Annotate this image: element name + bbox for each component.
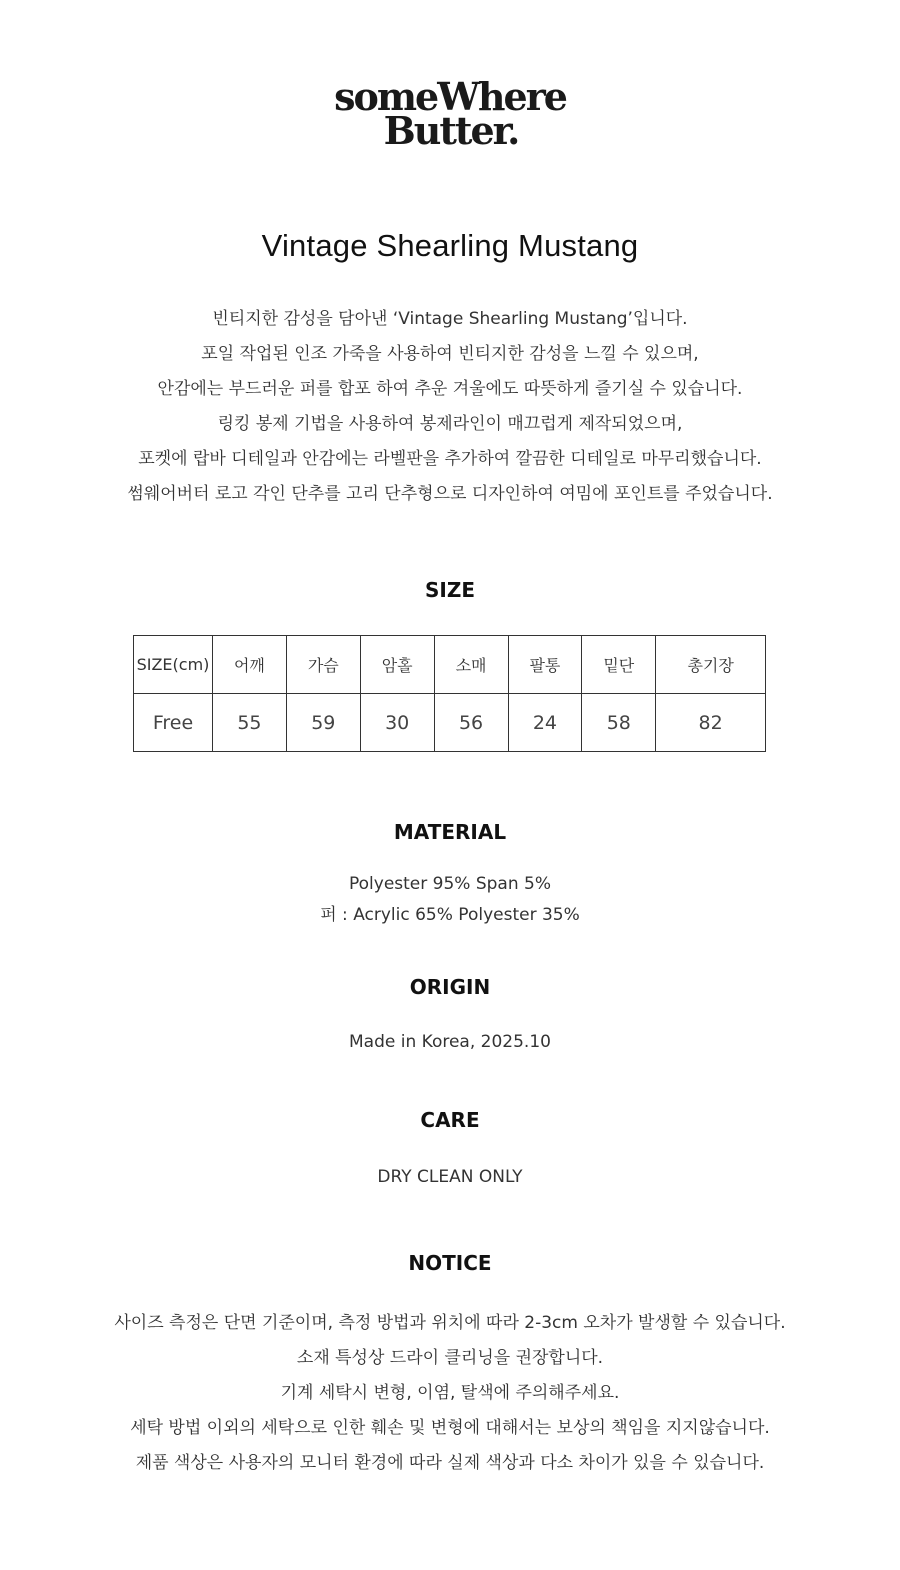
material-section-title: MATERIAL	[393, 820, 507, 844]
material-info	[0, 869, 900, 931]
size-table	[133, 635, 766, 752]
size-table-header-cell: 소매	[434, 636, 508, 694]
brand-logo-line2: Butter.	[383, 108, 519, 153]
size-table-cell: 59	[286, 694, 360, 752]
origin-section-title: ORIGIN	[409, 975, 491, 999]
size-table-cell: 55	[213, 694, 287, 752]
size-table-header-cell: 가슴	[286, 636, 360, 694]
care-section-title: CARE	[420, 1108, 480, 1132]
size-table-header-cell: 어깨	[213, 636, 287, 694]
size-table-cell: 56	[434, 694, 508, 752]
notice-line: 세탁 방법 이외의 세탁으로 인한 훼손 및 변형에 대해서는 보상의 책임을 지지않습니다.	[130, 1418, 770, 1438]
description-line: 빈티지한 감성을 담아낸 ‘Vintage Shearling Mustang’입니다.	[212, 309, 688, 329]
size-table-cell: 24	[508, 694, 582, 752]
notice-line: 기계 세탁시 변형, 이염, 탈색에 주의해주세요.	[280, 1383, 620, 1403]
size-table-header-cell: 팔통	[508, 636, 582, 694]
size-table-cell: 82	[656, 694, 766, 752]
size-section-title: SIZE	[424, 578, 475, 602]
notice-line: 사이즈 측정은 단면 기준이며, 측정 방법과 위치에 따라 2-3cm 오차가 발생할 수 있습니다.	[114, 1313, 786, 1333]
product-title: Vintage Shearling Mustang	[261, 228, 639, 263]
size-table-row	[134, 694, 766, 752]
description-line: 안감에는 부드러운 퍼를 합포 하여 추운 겨울에도 따뜻하게 즐기실 수 있습니다.	[157, 379, 743, 399]
size-table-header-cell: 총기장	[656, 636, 766, 694]
brand-logo	[0, 74, 900, 153]
care-text: DRY CLEAN ONLY	[377, 1167, 523, 1187]
notice-line: 제품 색상은 사용자의 모니터 환경에 따라 실제 색상과 다소 차이가 있을 수 있습니다.	[135, 1453, 765, 1473]
product-description	[0, 302, 900, 512]
description-line: 포일 작업된 인조 가죽을 사용하여 빈티지한 감성을 느낄 수 있으며,	[201, 344, 699, 364]
material-line: Polyester 95% Span 5%	[349, 874, 551, 894]
notice-list	[0, 1306, 900, 1481]
description-line: 포켓에 랍바 디테일과 안감에는 라벨판을 추가하여 깔끔한 디테일로 마무리했습니다.	[138, 449, 762, 469]
size-table-cell: 30	[360, 694, 434, 752]
description-line: 링킹 봉제 기법을 사용하여 봉제라인이 매끄럽게 제작되었으며,	[217, 414, 683, 434]
material-line: 퍼 : Acrylic 65% Polyester 35%	[320, 905, 580, 925]
size-table-header-cell: 밑단	[582, 636, 656, 694]
size-table-cell: 58	[582, 694, 656, 752]
notice-section-title: NOTICE	[408, 1251, 492, 1275]
size-table-header-cell: SIZE(cm)	[134, 636, 213, 694]
notice-line: 소재 특성상 드라이 클리닝을 권장합니다.	[296, 1348, 604, 1368]
size-table-header-row	[134, 636, 766, 694]
brand-logo-line1: someWhere	[334, 74, 566, 119]
description-line: 썸웨어버터 로고 각인 단추를 고리 단추형으로 디자인하여 여밈에 포인트를 주었습니다.	[127, 484, 773, 504]
origin-text: Made in Korea, 2025.10	[349, 1032, 551, 1052]
size-table-header-cell: 암홀	[360, 636, 434, 694]
size-table-cell: Free	[134, 694, 213, 752]
